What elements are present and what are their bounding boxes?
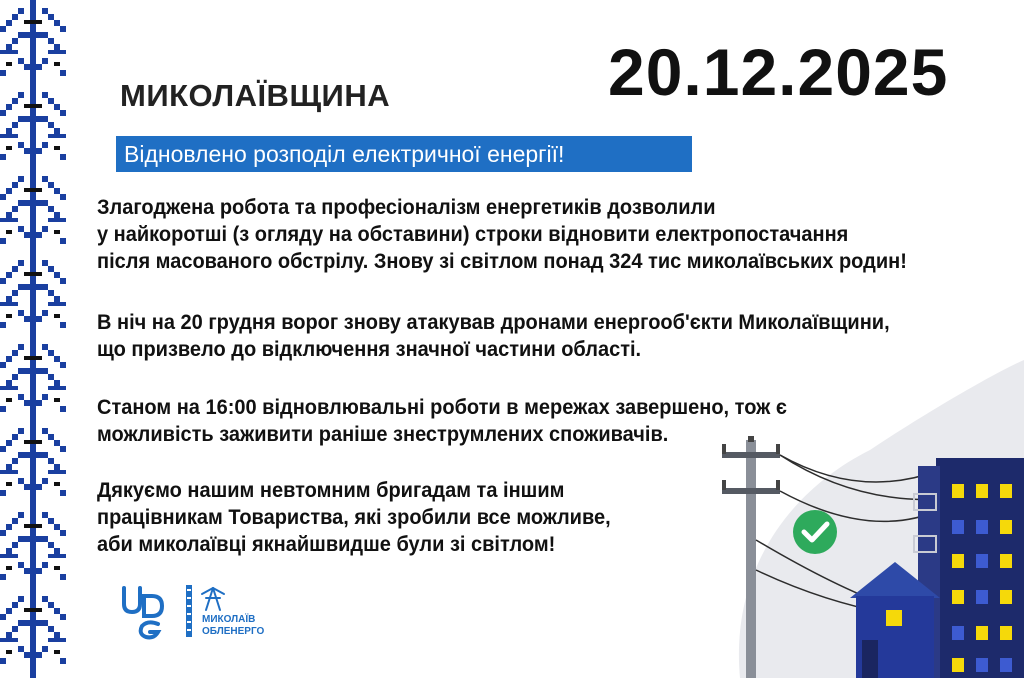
paragraph-line: аби миколаївці якнайшвидше були зі світлом! (97, 532, 556, 556)
paragraph-line: після масованого обстрілу. Знову зі світлом понад 324 тис миколаївських родин! (97, 249, 907, 273)
mykolaiv-oblenergo-logo-text (202, 614, 292, 638)
paragraph-line: Дякуємо нашим невтомним бригадам та іншим (97, 478, 565, 502)
paragraph-line: можливість заживити раніше знеструмлених споживачів. (97, 422, 669, 446)
date-title: 20.12.2025 (608, 35, 949, 109)
status-banner: Відновлено розподіл електричної енергії! (116, 136, 692, 172)
paragraph-line: працівникам Товариства, які зробили все можливе, (97, 505, 611, 529)
embroidery-ornament (0, 0, 70, 678)
paragraph-line: Станом на 16:00 відновлювальні роботи в мережах завершено, тож є (97, 395, 787, 419)
region-title: МИКОЛАЇВЩИНА (120, 78, 391, 113)
mykolaiv-oblenergo-logo-icon (200, 586, 226, 612)
logo-line: ОБЛЕНЕРГО (202, 626, 265, 637)
power-restoration-illustration (700, 340, 1024, 678)
logo-divider (186, 585, 192, 637)
paragraph-line: Злагоджена робота та професіоналізм енергетиків дозволили (97, 195, 716, 219)
paragraph-restoration (97, 194, 962, 275)
udg-logo (118, 584, 178, 640)
checkmark-icon (793, 510, 837, 554)
udg-text: UDG (118, 584, 121, 585)
logo-line: МИКОЛАЇВ (202, 614, 256, 625)
paragraph-line: у найкоротші (з огляду на обставини) строки відновити електропостачання (97, 222, 849, 246)
paragraph-line: що призвело до відключення значної частини області. (97, 337, 642, 361)
paragraph-line: В ніч на 20 грудня ворог знову атакував дронами енергооб'єкти Миколаївщини, (97, 310, 890, 334)
